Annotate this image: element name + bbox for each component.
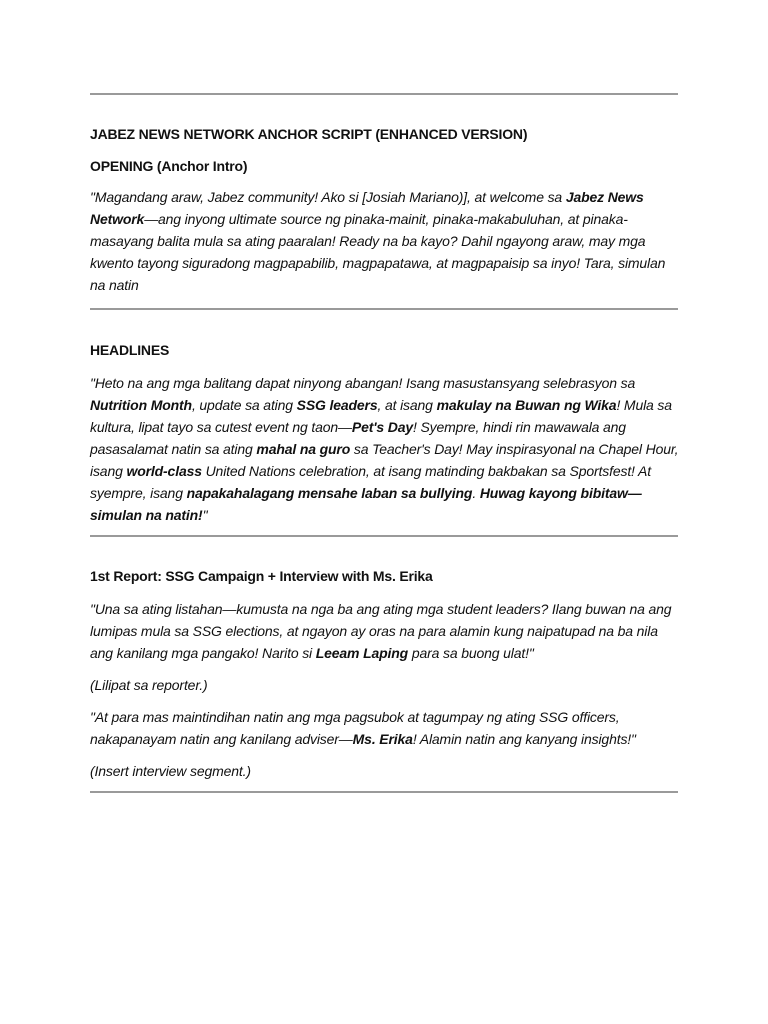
divider: [90, 308, 678, 310]
headlines-section: [90, 340, 682, 526]
document-title: JABEZ NEWS NETWORK ANCHOR SCRIPT (ENHANCED VERSION): [90, 126, 528, 142]
opening-heading: OPENING (Anchor Intro): [90, 158, 248, 174]
stage-direction: (Lilipat sa reporter.): [90, 677, 208, 693]
report1-interview-paragraph: "At para mas maintindihan natin ang mga pagsubok at tagumpay ng ating SSG officers, nakapanayam natin ang kanilang adviser—Ms. Erika! Alamin natin ang kanyang insights!": [90, 709, 636, 747]
report1-paragraph: "Una sa ating listahan—kumusta na nga ba ang ating mga student leaders? Ilang buwan na ang lumipas mula sa SSG elections, at ngayon ay oras na para alamin kung naipatupad na ba nila ang kanilang mga pangako! Narito si Leeam Laping para sa buong ulat!": [90, 601, 672, 661]
opening-section: [90, 124, 682, 296]
divider: [90, 535, 678, 537]
adviser-name: Ms. Erika: [352, 731, 413, 747]
stage-direction: (Insert interview segment.): [90, 763, 251, 779]
report1-heading: 1st Report: SSG Campaign + Interview with Ms. Erika: [90, 568, 433, 584]
network-name: Jabez News Network: [90, 189, 644, 227]
report1-section: [90, 566, 682, 782]
opening-paragraph: "Magandang araw, Jabez community! Ako si [Josiah Mariano)], at welcome sa Jabez News Network—ang inyong ultimate source ng pinaka-mainit, pinaka-makabuluhan, at pinaka-masayang balita mula sa ating paaralan! Ready na ba kayo? Dahil ngayong araw, may mga kwento tayong siguradong magpapabilib, magpapatawa, at magpapaisip sa inyo! Tara, simulan na natin: [90, 189, 666, 293]
headlines-paragraph: "Heto na ang mga balitang dapat ninyong abangan! Isang masustansyang selebrasyon sa Nutrition Month, update sa ating SSG leaders, at isang makulay na Buwan ng Wika! Mula sa kultura, lipat tayo sa cutest event ng taon—Pet's Day! Syempre, hindi rin mawawala ang pasasalamat natin sa ating mahal na guro sa Teacher's Day! May inspirasyonal na Chapel Hour, isang world-class United Nations celebration, at isang matinding bakbakan sa Sportsfest! At syempre, isang napakahalagang mensahe laban sa bullying. Huwag kayong bibitaw—simulan na natin!": [90, 375, 679, 523]
reporter-name: Leeam Laping: [315, 645, 409, 661]
divider: [90, 791, 678, 793]
headlines-heading: HEADLINES: [90, 342, 170, 358]
divider: [90, 93, 678, 95]
